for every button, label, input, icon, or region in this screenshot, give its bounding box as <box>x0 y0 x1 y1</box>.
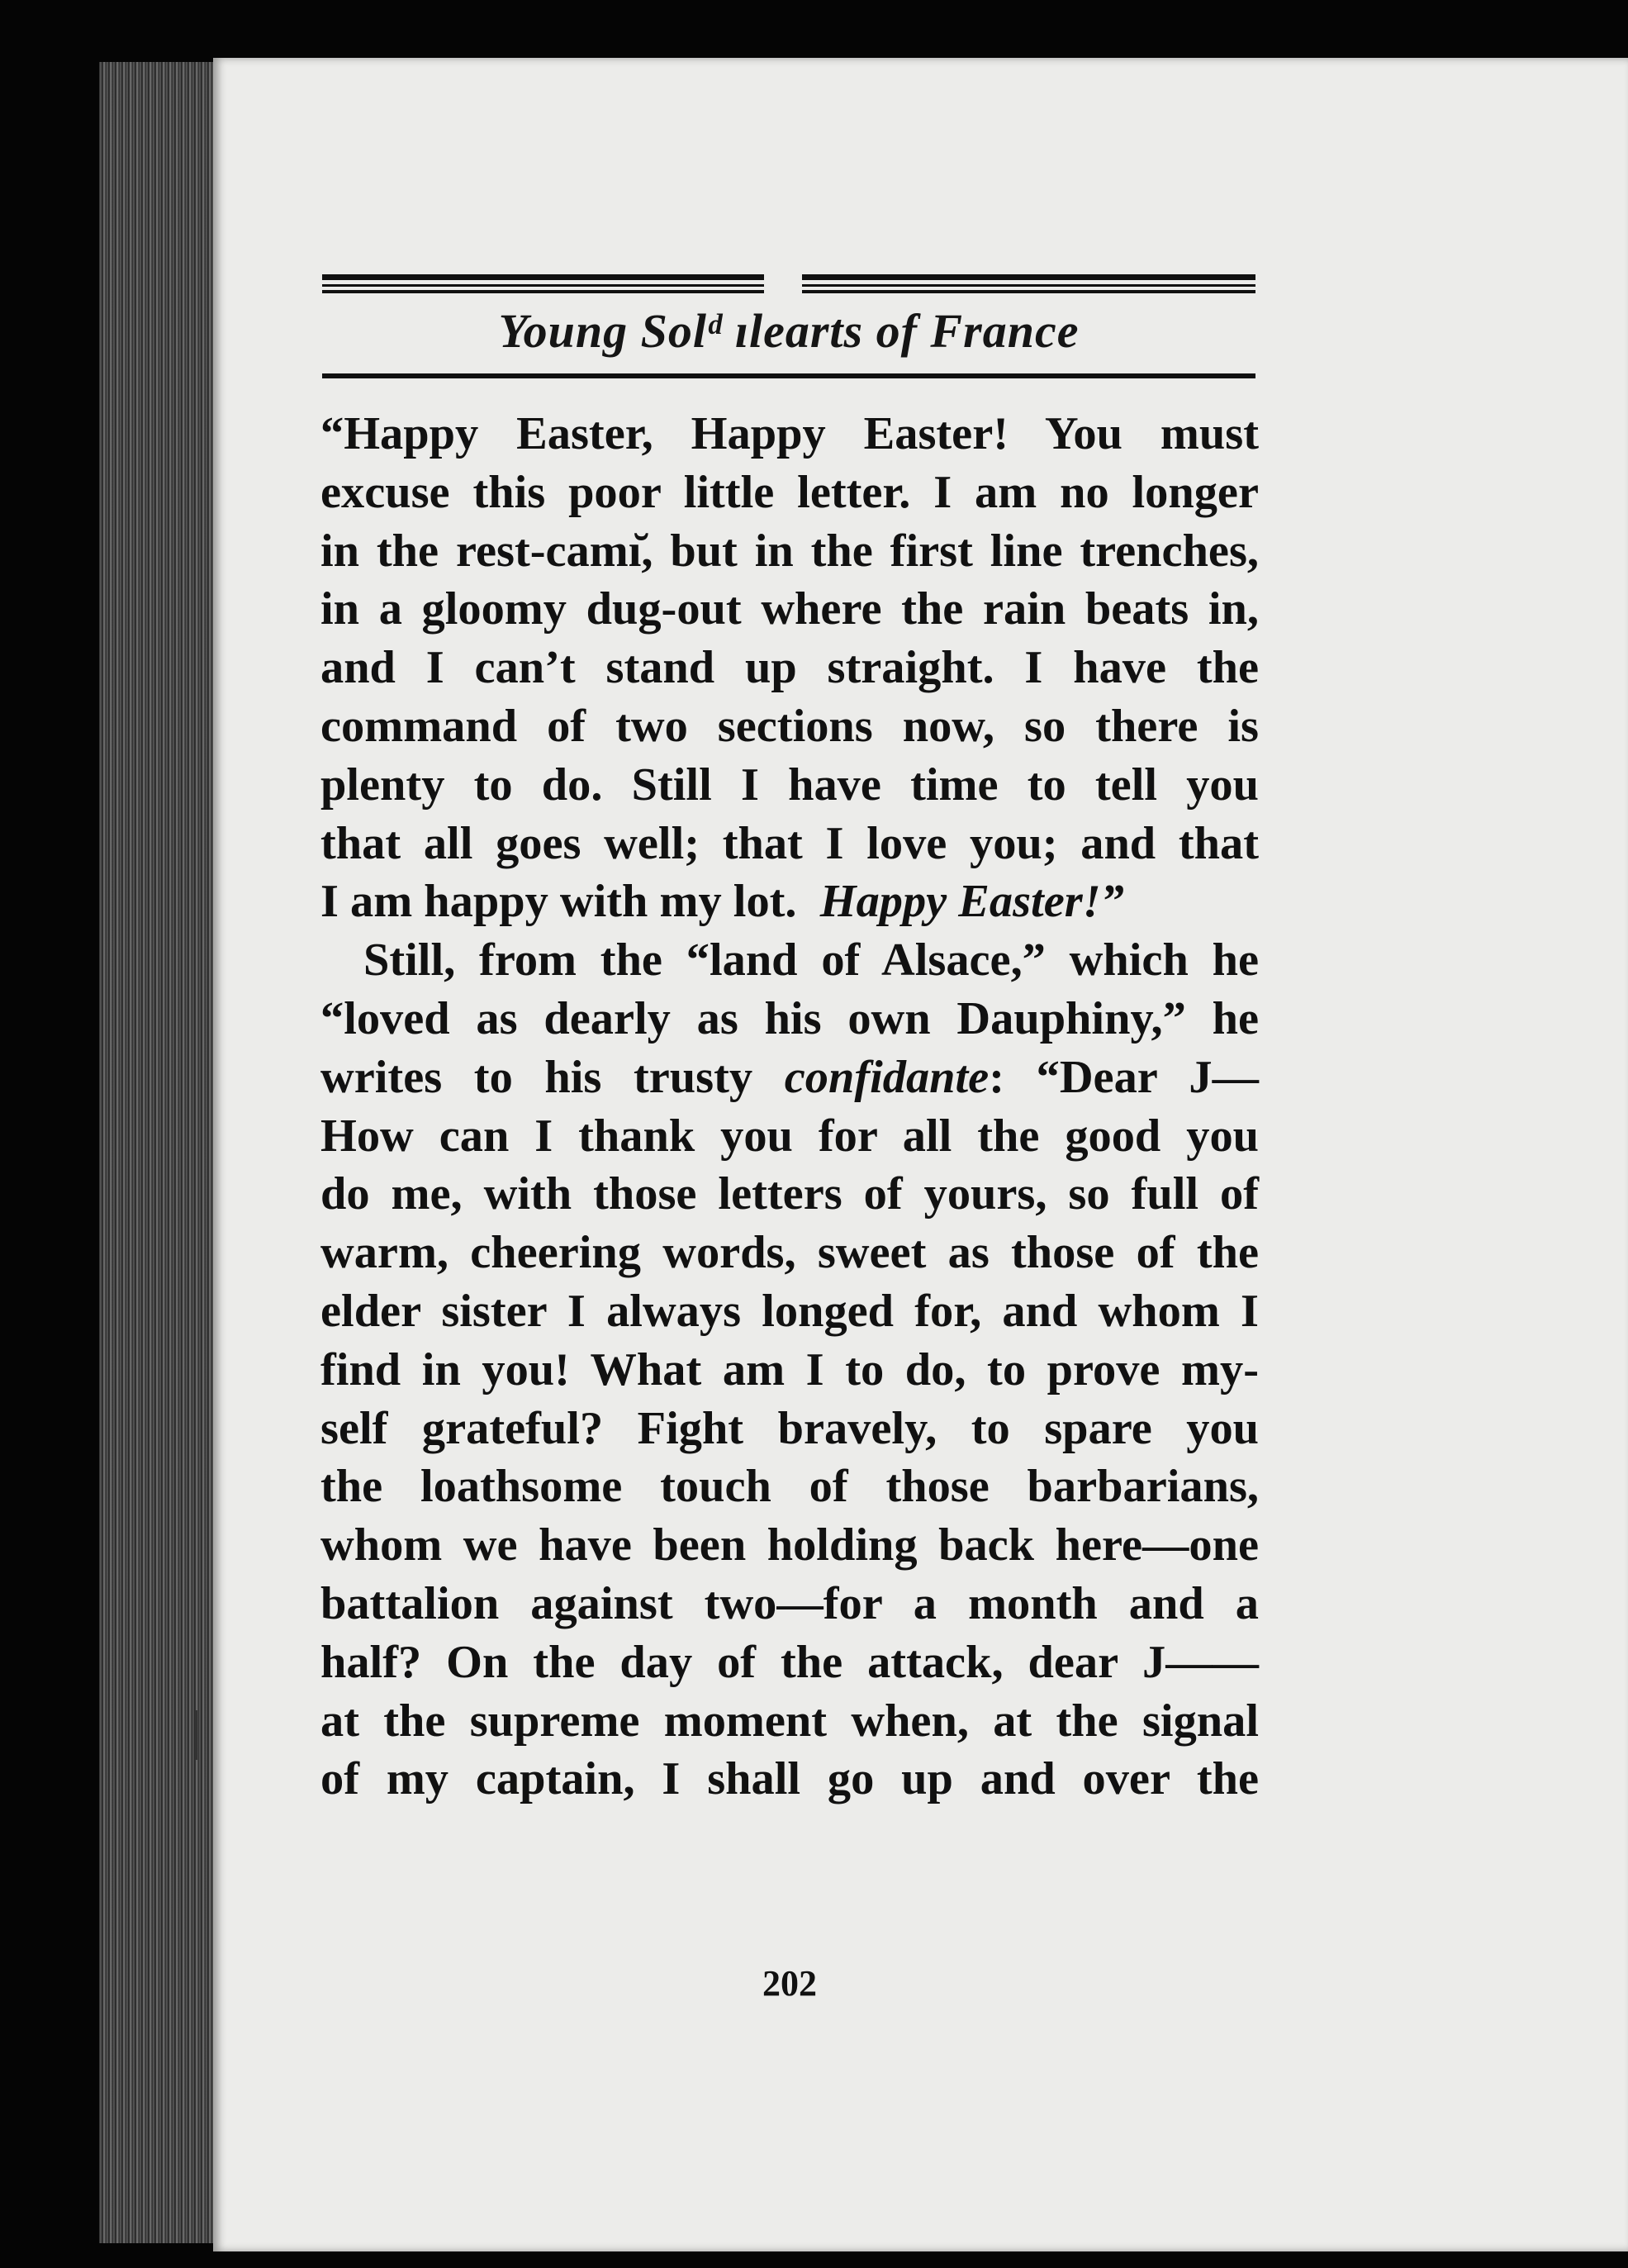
book-page-edges <box>99 62 223 2243</box>
text-line: battalion against two—for a month and a <box>320 1577 1259 1629</box>
text-line: at the supreme moment when, at the signal <box>320 1695 1259 1747</box>
text-line: in the rest-camı̆, but in the first line trenches, <box>320 525 1259 577</box>
text-line: of my captain, I shall go up and over the <box>320 1753 1259 1805</box>
body-text <box>320 405 1259 1809</box>
text-line: elder sister I always longed for, and whom I <box>320 1285 1259 1337</box>
text-line: and I can’t stand up straight. I have the <box>320 642 1259 694</box>
page-number: 202 <box>762 1963 817 2004</box>
text-line: do me, with those letters of yours, so full of <box>320 1168 1259 1220</box>
italic-confidante: confidante <box>784 1051 990 1103</box>
text-segment: writes to his trusty <box>320 1051 753 1103</box>
running-header <box>322 216 1255 382</box>
text-line-with-italic <box>320 1048 1259 1107</box>
text-line: excuse this poor little letter. I am no longer <box>320 466 1259 518</box>
text-segment: : “Dear J— <box>989 1051 1259 1103</box>
paragraph-start-line: Still, from the “land of Alsace,” which he <box>363 934 1259 987</box>
text-line: find in you! What am I to do, to prove my- <box>320 1343 1259 1396</box>
header-rule-bottom <box>322 373 1255 378</box>
text-line: the loathsome touch of those barbarians, <box>320 1461 1259 1513</box>
text-line: “loved as dearly as his own Dauphiny,” he <box>320 992 1259 1044</box>
text-line: plenty to do. Still I have time to tell you <box>320 758 1259 811</box>
running-title: Young Solᵈ ılearts of France <box>498 304 1080 358</box>
text-line: whom we have been holding back here—one <box>320 1519 1259 1571</box>
text-segment: I am happy with my lot. <box>320 876 797 928</box>
text-line: How can I thank you for all the good you <box>320 1110 1259 1162</box>
text-line-with-italic <box>320 872 1259 931</box>
text-line: in a gloomy dug-out where the rain beats in, <box>320 583 1259 635</box>
scan-artifact <box>195 1710 197 1760</box>
italic-happy-easter: Happy Easter!” <box>819 876 1124 928</box>
text-line: self grateful? Fight bravely, to spare you <box>320 1402 1259 1454</box>
text-line: command of two sections now, so there is <box>320 700 1259 752</box>
text-line: that all goes well; that I love you; and that <box>320 817 1259 869</box>
text-line: “Happy Easter, Happy Easter! You must <box>320 408 1259 459</box>
text-line: warm, cheering words, sweet as those of the <box>320 1227 1259 1279</box>
text-line: half? On the day of the attack, dear J—— <box>320 1636 1259 1688</box>
header-rule-break <box>764 269 802 299</box>
